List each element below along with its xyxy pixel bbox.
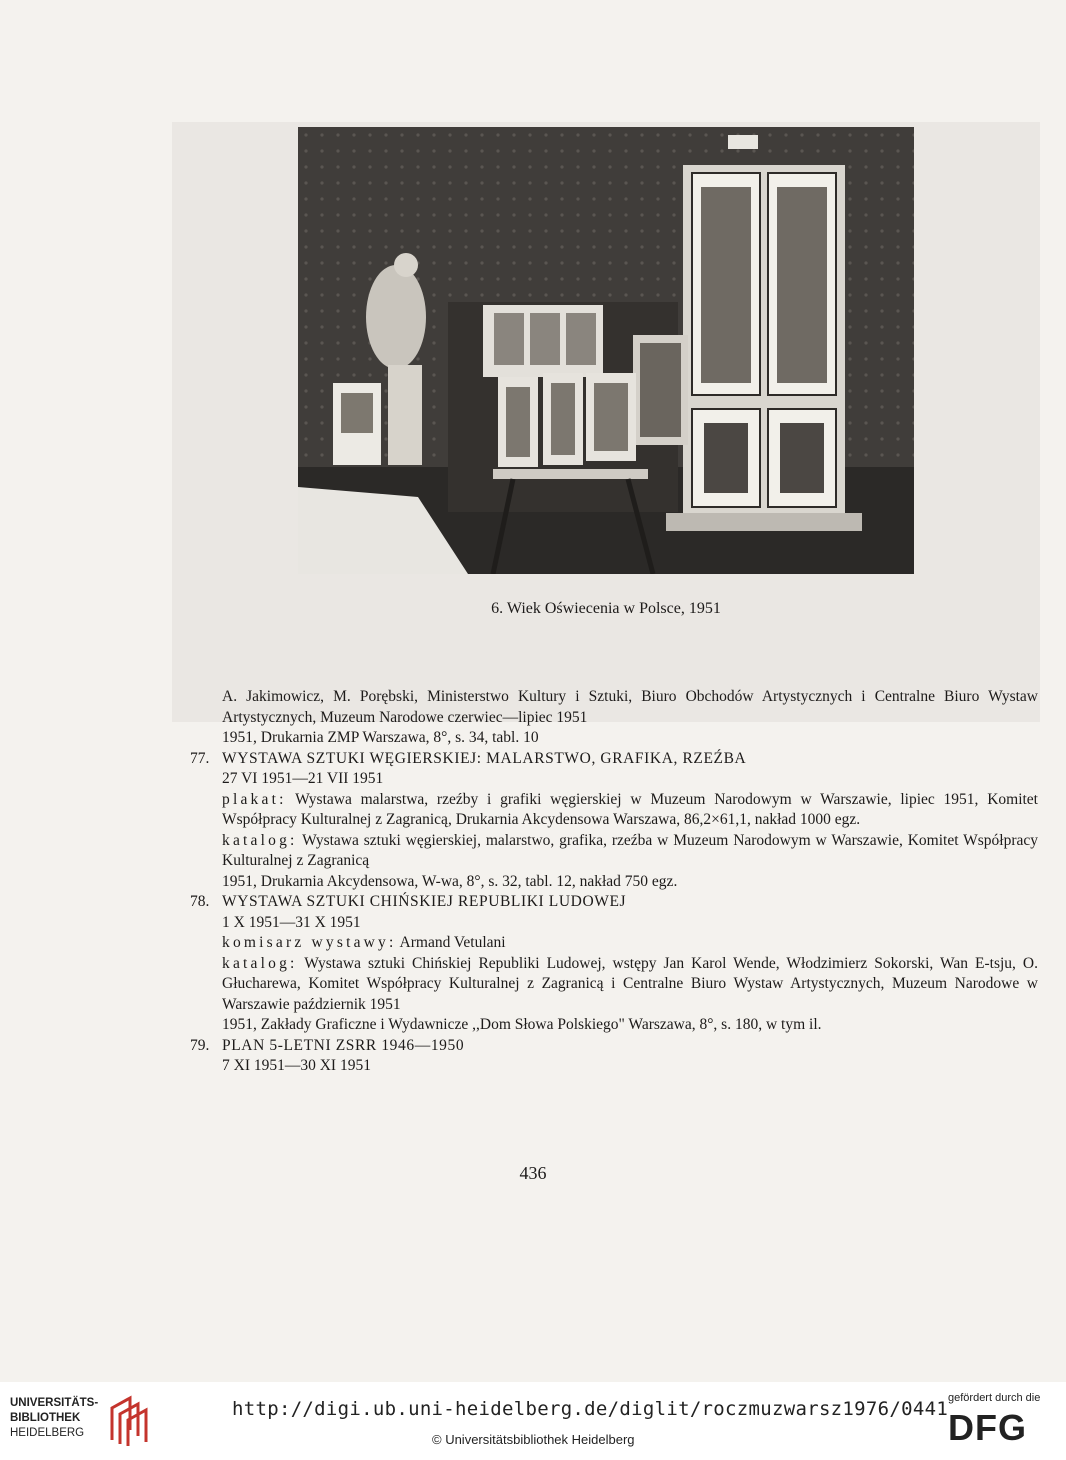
catalog-entry-79: [190, 1036, 1038, 1077]
katalog-label: katalog:: [222, 831, 298, 849]
katalog-text: Wystawa sztuki Chińskiej Republiki Ludowej, wstępy Jan Karol Wende, Włodzimierz Sokorski, Wan E-tsju, O. Głucharewa, Komitet Współpracy Kulturalnej z Zagranicą i Centralne Biuro Wystaw Artystycznych, Muzeum Narodowe w Warszawie październik 1951: [222, 954, 1038, 1013]
catalog-entry-77: [190, 749, 1038, 893]
plakat-label: plakat:: [222, 790, 287, 808]
library-logo-icon: [106, 1394, 150, 1446]
entry-number: 78.: [190, 893, 210, 910]
katalog-publication: 1951, Drukarnia Akcydensowa, W-wa, 8°, s. 32, tabl. 12, nakład 750 egz.: [222, 872, 678, 890]
figure-caption: 6. Wiek Oświecenia w Polsce, 1951: [491, 600, 721, 617]
komisarz-text: Armand Vetulani: [399, 934, 506, 951]
entry-title: WYSTAWA SZTUKI CHIŃSKIEJ REPUBLIKI LUDOWEJ: [222, 893, 627, 910]
intro-publication: 1951, Drukarnia ZMP Warszawa, 8°, s. 34, tabl. 10: [222, 729, 539, 746]
entry-number: 79.: [190, 1036, 210, 1054]
dfg-logo: DFG: [948, 1407, 1027, 1448]
library-name: [10, 1396, 98, 1441]
library-name-line: HEIDELBERG: [10, 1427, 85, 1439]
catalog-entry-78: [190, 892, 1038, 1036]
permalink-url[interactable]: http://digi.ub.uni-heidelberg.de/diglit/roczmuzwarsz1976/0441: [232, 1398, 949, 1420]
plakat-text: Wystawa malarstwa, rzeźby i grafiki węgierskiej w Muzeum Narodowym w Warszawie, lipiec 1951, Komitet Współpracy Kulturalnej z Zagranicą, Drukarnia Akcydensowa Warszawa, 86,2×61,1, nakład 1000 egz.: [222, 790, 1038, 828]
entry-dates: 27 VI 1951—21 VII 1951: [222, 770, 384, 787]
library-name-line: BIBLIOTHEK: [10, 1412, 81, 1424]
catalog-text: [190, 687, 1038, 1077]
entry-title: WYSTAWA SZTUKI WĘGIERSKIEJ: MALARSTWO, GRAFIKA, RZEŹBA: [222, 749, 747, 767]
katalog-label: katalog:: [222, 954, 298, 972]
katalog-publication: 1951, Zakłady Graficzne i Wydawnicze ,,Dom Słowa Polskiego" Warszawa, 8°, s. 180, w tym il.: [222, 1016, 822, 1033]
page-number: 436: [519, 1163, 547, 1183]
entry-dates: 1 X 1951—31 X 1951: [222, 913, 361, 931]
funding-note: gefördert durch die: [948, 1392, 1041, 1404]
intro-entry: [190, 687, 1038, 749]
intro-text: A. Jakimowicz, M. Porębski, Ministerstwo Kultury i Sztuki, Biuro Obchodów Artystycznych i Centralne Biuro Wystaw Artystycznych, Muzeum Narodowe czerwiec—lipiec 1951: [222, 688, 1038, 726]
digitization-footer: [0, 1382, 1066, 1460]
entry-dates: 7 XI 1951—30 XI 1951: [222, 1057, 371, 1074]
copyright-notice: © Universitätsbibliothek Heidelberg: [432, 1432, 635, 1447]
entry-title: PLAN 5-LETNI ZSRR 1946—1950: [222, 1036, 465, 1054]
exhibition-photograph: [298, 127, 914, 574]
library-name-line: UNIVERSITÄTS-: [10, 1397, 99, 1409]
entry-number: 77.: [190, 749, 210, 767]
katalog-text: Wystawa sztuki węgierskiej, malarstwo, grafika, rzeźba w Muzeum Narodowym w Warszawie, Komitet Współpracy Kulturalnej z Zagranicą: [222, 831, 1038, 869]
komisarz-label: komisarz wystawy:: [222, 934, 397, 951]
